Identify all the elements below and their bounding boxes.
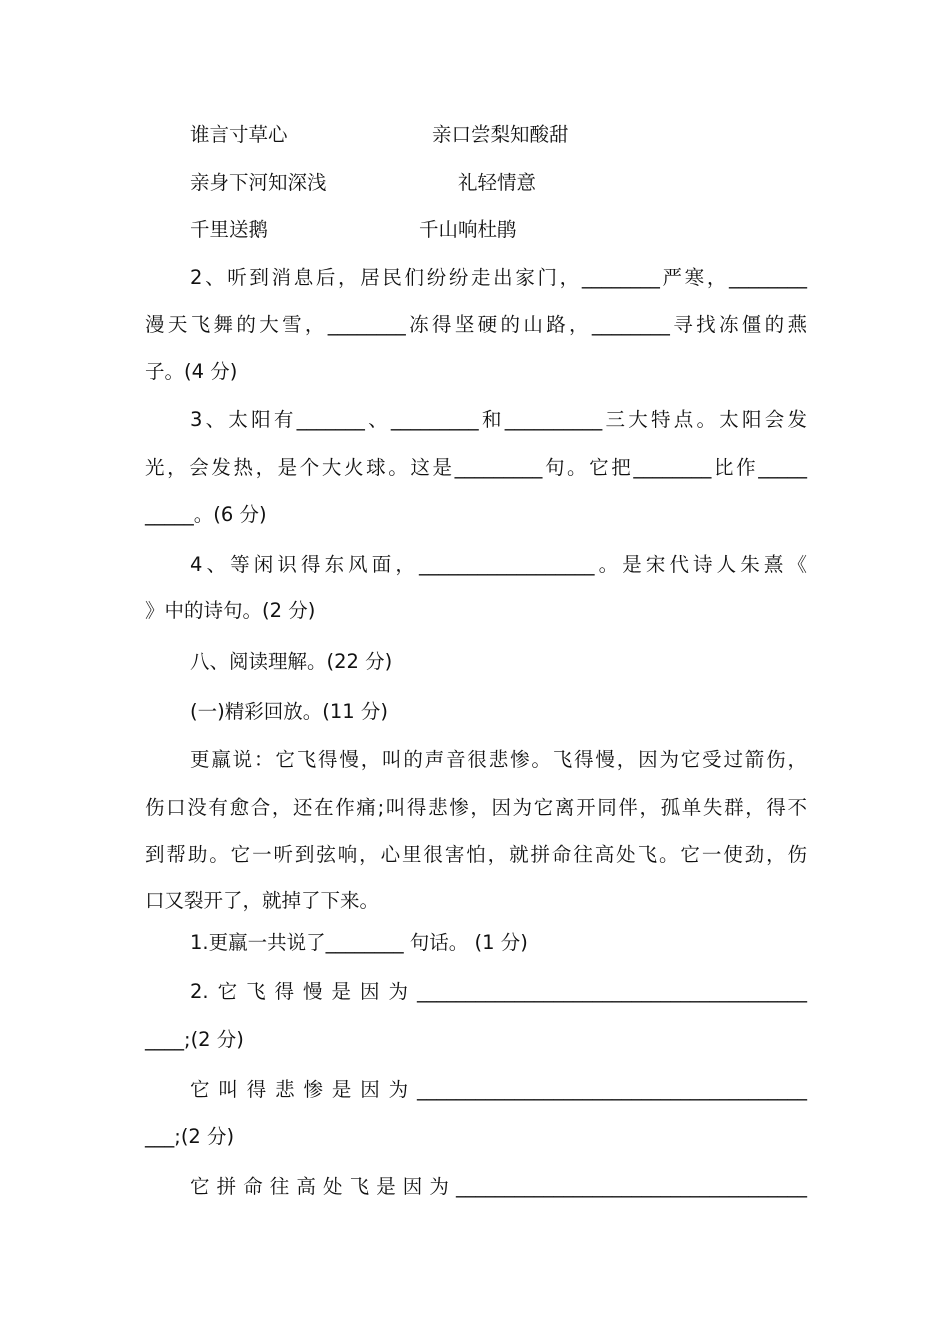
- idiom-row2-right: 礼轻情意: [458, 171, 537, 194]
- passage-line4: 口又裂开了，就掉了下来。: [145, 889, 380, 912]
- sub-question-2-line1: 2.它飞得慢是因为________________________________________: [190, 980, 807, 1003]
- section-title: 八、阅读理解。(22 分): [190, 650, 393, 673]
- q4-line1: 4、等闲识得东风面，__________________。是宋代诗人朱熹《: [190, 553, 807, 576]
- passage-line3: 到帮助。它一听到弦响，心里很害怕，就拼命往高处飞。它一使劲，伤: [145, 843, 807, 866]
- sub-question-2b-line2: ___;(2 分): [145, 1125, 235, 1148]
- part-title: (一)精彩回放。(11 分): [190, 700, 388, 723]
- q4-line2: 》中的诗句。(2 分): [145, 599, 316, 622]
- passage-line2: 伤口没有愈合，还在作痛;叫得悲惨，因为它离开同伴，孤单失群，得不: [145, 796, 807, 819]
- sub-question-2b-line1: 它叫得悲惨是因为________________________________________: [190, 1078, 807, 1101]
- q3-line3: _____。(6 分): [145, 503, 267, 526]
- sub-question-2-line2: ____;(2 分): [145, 1028, 244, 1051]
- q3-line1: 3、太阳有_______、_________和__________三大特点。太阳会发: [190, 408, 807, 431]
- q2-line1: 2、听到消息后，居民们纷纷走出家门，________严寒，________: [190, 266, 807, 289]
- sub-question-1: 1.更羸一共说了________ 句话。 (1 分): [190, 931, 528, 954]
- idiom-row3-left: 千里送鹅: [190, 218, 269, 241]
- q2-line3: 子。(4 分): [145, 360, 238, 383]
- sub-question-2c-line1: 它拼命往高处飞是因为____________________________________: [190, 1175, 807, 1198]
- idiom-row1-left: 谁言寸草心: [190, 123, 288, 146]
- passage-line1: 更羸说：它飞得慢，叫的声音很悲惨。飞得慢，因为它受过箭伤，: [190, 748, 807, 771]
- q3-line2: 光，会发热，是个大火球。这是_________句。它把________比作_____: [145, 456, 807, 479]
- q2-line2: 漫天飞舞的大雪，________冻得坚硬的山路，________寻找冻僵的燕: [145, 313, 807, 336]
- idiom-row2-left: 亲身下河知深浅: [190, 171, 327, 194]
- idiom-row3-right: 千山响杜鹃: [419, 218, 517, 241]
- idiom-row1-right: 亲口尝梨知酸甜: [432, 123, 569, 146]
